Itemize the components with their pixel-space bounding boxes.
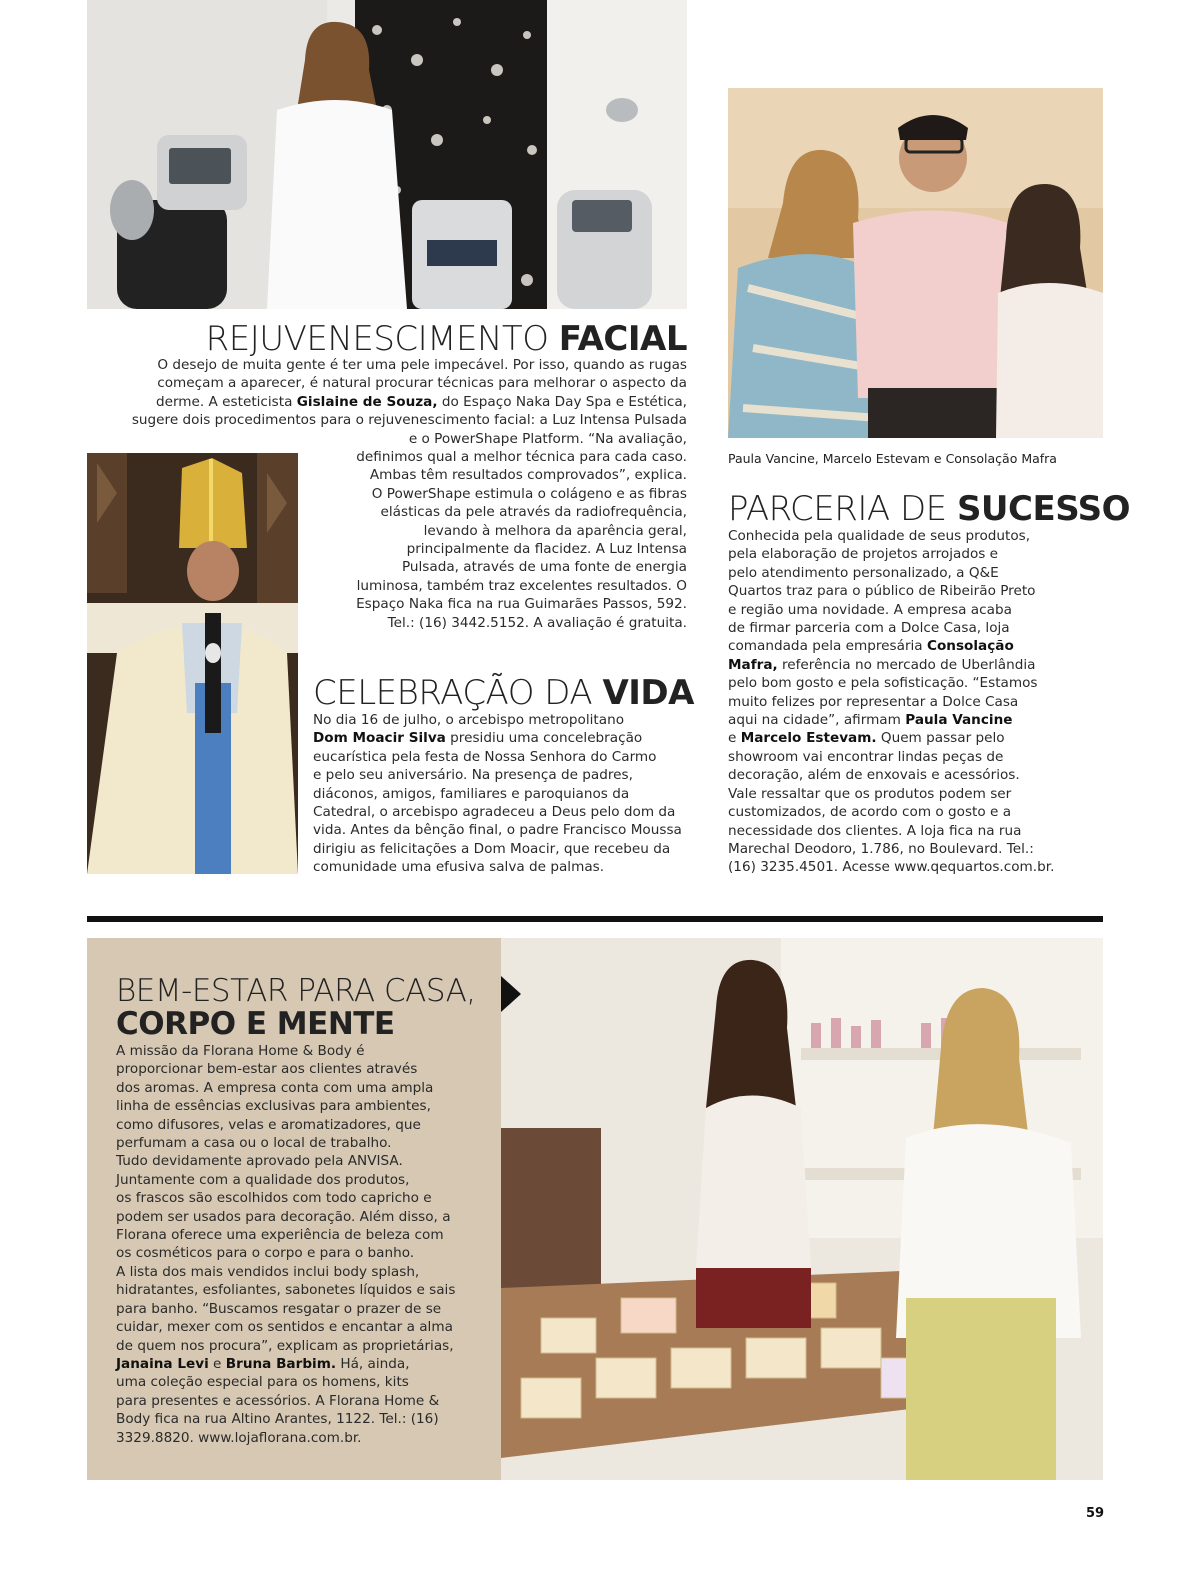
parceria-body xyxy=(728,527,1103,877)
bemestar-line: proporcionar bem-estar aos clientes através xyxy=(116,1061,418,1078)
celebracao-line: vida. Antes da bênção final, o padre Francisco Moussa xyxy=(313,822,682,839)
bemestar-line: Janaina Levi e Bruna Barbim. Há, ainda, xyxy=(116,1355,410,1372)
bemestar-line: A lista dos mais vendidos inclui body splash, xyxy=(116,1263,420,1280)
bemestar-title-line2: CORPO E MENTE xyxy=(116,1006,395,1042)
parceria-line: Conhecida pela qualidade de seus produtos, xyxy=(728,528,1031,544)
celebracao-line: e pelo seu aniversário. Na presença de padres, xyxy=(313,767,633,784)
bemestar-line: dos aromas. A empresa conta com uma ampla xyxy=(116,1079,434,1096)
parceria-title-light: PARCERIA DE xyxy=(728,489,947,529)
bemestar-name-bruna: Bruna Barbim. xyxy=(225,1355,337,1372)
parceria-line: muito felizes por representar a Dolce Casa xyxy=(728,693,1019,710)
bemestar-line: hidratantes, esfoliantes, sabonetes líquidos e sais xyxy=(116,1282,456,1299)
bemestar-line: os frascos são escolhidos com todo capricho e xyxy=(116,1190,432,1207)
bemestar-name-janaina: Janaina Levi xyxy=(116,1355,209,1372)
facial-line: e o PowerShape Platform. “Na avaliação, xyxy=(408,430,687,447)
bemestar-line: uma coleção especial para os homens, kits xyxy=(116,1374,409,1391)
bemestar-line: cuidar, mexer com os sentidos e encantar a alma xyxy=(116,1319,453,1336)
parceria-line: (16) 3235.4501. Acesse www.qequartos.com.br. xyxy=(728,859,1055,876)
bemestar-line: para banho. “Buscamos resgatar o prazer de se xyxy=(116,1300,442,1317)
section-divider xyxy=(87,916,1103,922)
parceria-line: e Marcelo Estevam. Quem passar pelo xyxy=(728,730,1005,747)
parceria-caption: Paula Vancine, Marcelo Estevam e Consolação Mafra xyxy=(728,451,1057,466)
parceria-line: showroom vai encontrar lindas peças de xyxy=(728,748,1004,765)
parceria-name-mafra: Mafra, xyxy=(728,656,778,673)
facial-line: principalmente da flacidez. A Luz Intensa xyxy=(406,541,687,558)
bemestar-line: como difusores, velas e aromatizadores, que xyxy=(116,1116,421,1133)
bemestar-line: de quem nos procura”, explicam as proprietárias, xyxy=(116,1337,454,1354)
parceria-line: Mafra, referência no mercado de Uberlândia xyxy=(728,656,1036,673)
facial-title-light: REJUVENESCIMENTO xyxy=(205,319,549,359)
facial-line: O PowerShape estimula o colágeno e as fibras xyxy=(371,485,687,502)
parceria-line: pelo atendimento personalizado, a Q&E xyxy=(728,564,999,581)
facial-line: Tel.: (16) 3442.5152. A avaliação é gratuita. xyxy=(387,614,687,631)
celebracao-line: comunidade uma efusiva salva de palmas. xyxy=(313,859,605,876)
bemestar-line: perfumam a casa ou o local de trabalho. xyxy=(116,1135,392,1152)
parceria-photo xyxy=(728,88,1103,438)
bemestar-line: A missão da Florana Home & Body é xyxy=(116,1043,365,1059)
celebracao-line: No dia 16 de julho, o arcebispo metropolitano xyxy=(313,712,625,728)
parceria-line: Marechal Deodoro, 1.786, no Boulevard. Tel.: xyxy=(728,840,1034,857)
celebracao-title-bold: VIDA xyxy=(602,673,694,713)
bemestar-line: Tudo devidamente aprovado pela ANVISA. xyxy=(116,1153,403,1170)
parceria-line: de firmar parceria com a Dolce Casa, loja xyxy=(728,620,1010,637)
bemestar-line: linha de essências exclusivas para ambientes, xyxy=(116,1098,431,1115)
bemestar-body xyxy=(116,1042,496,1447)
parceria-line: Vale ressaltar que os produtos podem ser xyxy=(728,785,1012,802)
parceria-line: e região uma novidade. A empresa acaba xyxy=(728,601,1012,618)
spa-photo xyxy=(87,0,687,309)
parceria-line: customizados, de acordo com o gosto e a xyxy=(728,804,1012,821)
facial-line: começam a aparecer, é natural procurar técnicas para melhorar o aspecto da xyxy=(157,375,687,392)
arrow-icon xyxy=(501,976,521,1012)
celebracao-line: dirigiu as felicitações a Dom Moacir, que recebeu da xyxy=(313,840,671,857)
celebracao-name-dom: Dom Moacir Silva xyxy=(313,730,446,747)
facial-title xyxy=(205,319,687,359)
bemestar-line: Florana oferece uma experiência de beleza com xyxy=(116,1227,444,1244)
parceria-line: necessidade dos clientes. A loja fica na rua xyxy=(728,822,1022,839)
celebracao-title xyxy=(313,673,694,713)
celebracao-body xyxy=(313,711,708,877)
parceria-title xyxy=(728,489,1131,529)
bemestar-line: podem ser usados para decoração. Além disso, a xyxy=(116,1208,451,1225)
parceria-title-bold: SUCESSO xyxy=(956,489,1131,529)
facial-line: sugere dois procedimentos para o rejuvenescimento facial: a Luz Intensa Pulsada xyxy=(131,412,687,429)
celebracao-line: eucarística pela festa de Nossa Senhora do Carmo xyxy=(313,748,657,765)
facial-name-gislaine: Gislaine de Souza, xyxy=(296,393,438,410)
celebracao-line: diáconos, amigos, familiares e paroquianos da xyxy=(313,785,630,802)
bemestar-line: Juntamente com a qualidade dos produtos, xyxy=(116,1171,410,1188)
florana-photo xyxy=(501,938,1103,1480)
parceria-line: pelo bom gosto e pela sofisticação. “Estamos xyxy=(728,675,1038,692)
bemestar-line: Body fica na rua Altino Arantes, 1122. Tel.: (16) xyxy=(116,1411,439,1428)
parceria-line: comandada pela empresária Consolação xyxy=(728,638,1014,655)
facial-line: luminosa, também traz excelentes resultados. O xyxy=(356,577,687,594)
facial-line: Ambas têm resultados comprovados”, explica. xyxy=(369,467,687,484)
bemestar-line: os cosméticos para o corpo e para o banho. xyxy=(116,1245,415,1262)
celebracao-line: Dom Moacir Silva presidiu uma concelebração xyxy=(313,730,643,747)
parceria-name-consolacao: Consolação xyxy=(926,638,1014,655)
parceria-line: Quartos traz para o público de Ribeirão Preto xyxy=(728,583,1036,600)
facial-body xyxy=(67,356,687,632)
facial-line: O desejo de muita gente é ter uma pele impecável. Por isso, quando as rugas xyxy=(157,357,687,373)
parceria-line: decoração, além de enxovais e acessórios. xyxy=(728,767,1020,784)
page-number: 59 xyxy=(1086,1506,1105,1521)
parceria-name-paula: Paula Vancine xyxy=(905,712,1013,729)
parceria-line: pela elaboração de projetos arrojados e xyxy=(728,546,999,563)
bemestar-line: 3329.8820. www.lojaflorana.com.br. xyxy=(116,1429,362,1446)
bemestar-line: para presentes e acessórios. A Florana Home & xyxy=(116,1392,440,1409)
facial-line: Espaço Naka fica na rua Guimarães Passos, 592. xyxy=(356,596,687,613)
facial-line: levando à melhora da aparência geral, xyxy=(423,522,687,539)
celebracao-line: Catedral, o arcebispo agradeceu a Deus pelo dom da xyxy=(313,804,676,821)
bemestar-title-line1: BEM-ESTAR PARA CASA, xyxy=(116,973,476,1009)
celebracao-title-light: CELEBRAÇÃO DA xyxy=(313,673,593,713)
facial-line: derme. A esteticista Gislaine de Souza, do Espaço Naka Day Spa e Estética, xyxy=(155,393,687,410)
parceria-line: aqui na cidade”, afirmam Paula Vancine xyxy=(728,712,1013,729)
facial-line: elásticas da pele através da radiofrequência, xyxy=(380,504,687,521)
facial-line: definimos qual a melhor técnica para cada caso. xyxy=(356,449,687,466)
parceria-name-marcelo: Marcelo Estevam. xyxy=(740,730,877,747)
facial-line: Pulsada, através de uma fonte de energia xyxy=(401,559,687,576)
facial-title-bold: FACIAL xyxy=(558,319,687,359)
